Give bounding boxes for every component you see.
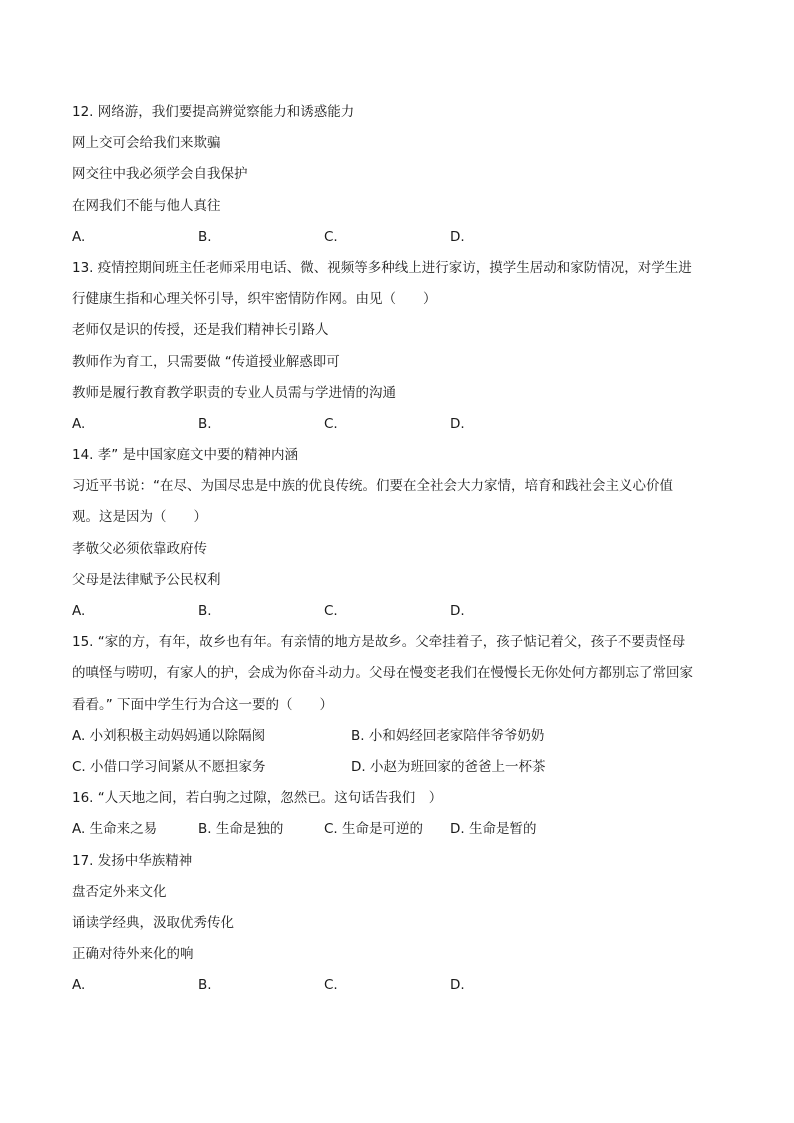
q15-stem-line1: 15. “家的方，有年，故乡也有年。有亲情的地方是故乡。父牵挂着子，孩子惦记着父，孩子不要责怪母: [72, 634, 686, 651]
q12-option-c[interactable]: C.: [324, 228, 338, 245]
q12-option-a[interactable]: A.: [72, 228, 86, 245]
q16-stem: 16. “人天地之间，若白驹之过隙，忽然已。这句话告我们 ）: [72, 790, 443, 807]
q15-options-row1: [72, 721, 732, 752]
q15-stem-line3: 看看。” 下面中学生行为合这一要的（ ）: [72, 696, 334, 713]
q17-option-a[interactable]: A.: [72, 977, 86, 994]
q17-stem: 17. 发扬中华族精神: [72, 852, 193, 869]
q15-option-c[interactable]: C. 小借口学习间紧从不愿担家务: [72, 758, 266, 775]
q17-item-1: 盘否定外来文化: [72, 883, 167, 900]
q13-item-1: 老师仅是识的传授，还是我们精神长引路人: [72, 322, 329, 339]
q12-item-1: 网上交可会给我们来欺骗: [72, 135, 221, 152]
q17-option-b[interactable]: B.: [198, 977, 212, 994]
q14-item-1: 孝敬父必须依靠政府传: [72, 540, 207, 557]
q13-options: [72, 409, 732, 440]
q14-stem: 14. 孝” 是中国家庭文中要的精神内涵: [72, 447, 299, 464]
q15-option-b[interactable]: B. 小和妈经回老家陪伴爷爷奶奶: [351, 727, 545, 744]
q14-option-b[interactable]: B.: [198, 603, 212, 619]
q15-option-a[interactable]: A. 小刘积极主动妈妈通以除隔阂: [72, 727, 266, 744]
q14-option-c[interactable]: C.: [324, 603, 338, 619]
q16-option-b[interactable]: B. 生命是独的: [198, 821, 284, 838]
q13-option-b[interactable]: B.: [198, 415, 212, 432]
q14-option-d[interactable]: D.: [450, 603, 465, 619]
q14-options: [72, 596, 732, 627]
q16-option-c[interactable]: C. 生命是可逆的: [324, 821, 424, 838]
q12-options: [72, 222, 732, 253]
q13-option-d[interactable]: D.: [450, 415, 465, 432]
q14-item-2: 父母是法律赋予公民权利: [72, 571, 221, 588]
q16-option-d[interactable]: D. 生命是暂的: [450, 821, 537, 838]
q12-option-b[interactable]: B.: [198, 228, 212, 245]
q15-stem-line2: 的嗔怪与唠叨，有家人的护，会成为你奋斗动力。父母在慢变老我们在慢慢长无你处何方都别忘了常回家: [72, 665, 693, 682]
q13-stem-line2: 行健康生指和心理关怀引导，织牢密情防作网。由见（ ）: [72, 291, 437, 308]
q12-option-d[interactable]: D.: [450, 228, 465, 245]
q13-option-a[interactable]: A.: [72, 415, 86, 432]
q15-options-row2: [72, 752, 732, 783]
q15-option-d[interactable]: D. 小赵为班回家的爸爸上一杯茶: [351, 758, 546, 775]
q17-option-c[interactable]: C.: [324, 977, 338, 994]
q17-item-3: 正确对待外来化的响: [72, 946, 194, 963]
q14-option-a[interactable]: A.: [72, 603, 86, 619]
q13-option-c[interactable]: C.: [324, 415, 338, 432]
q14-quote-line1: 习近平书说：“在尽、为国尽忠是中族的优良传统。们要在全社会大力家情，培育和践社会主义心价值: [72, 478, 673, 495]
q17-item-2: 诵读学经典，汲取优秀传化: [72, 914, 234, 931]
q12-item-2: 网交往中我必须学会自我保护: [72, 166, 248, 183]
q13-stem-line1: 13. 疫情控期间班主任老师采用电话、微、视频等多种线上进行家访，摸学生居动和家防情况，对学生进: [72, 259, 692, 276]
q17-options: [72, 970, 732, 1001]
exam-page: [72, 97, 732, 1001]
q14-quote-line2: 观。这是因为（ ）: [72, 509, 207, 526]
q12-stem: 12. 网络游，我们要提高辨觉察能力和诱惑能力: [72, 104, 355, 120]
q16-options: [72, 814, 732, 845]
q13-item-2: 教师作为育工，只需要做 “传道授业解惑即可: [72, 353, 340, 370]
q13-item-3: 教师是履行教育教学职责的专业人员需与学进情的沟通: [72, 384, 396, 401]
q12-item-3: 在网我们不能与他人真往: [72, 197, 221, 214]
q17-option-d[interactable]: D.: [450, 977, 465, 994]
q16-option-a[interactable]: A. 生命来之易: [72, 821, 158, 838]
